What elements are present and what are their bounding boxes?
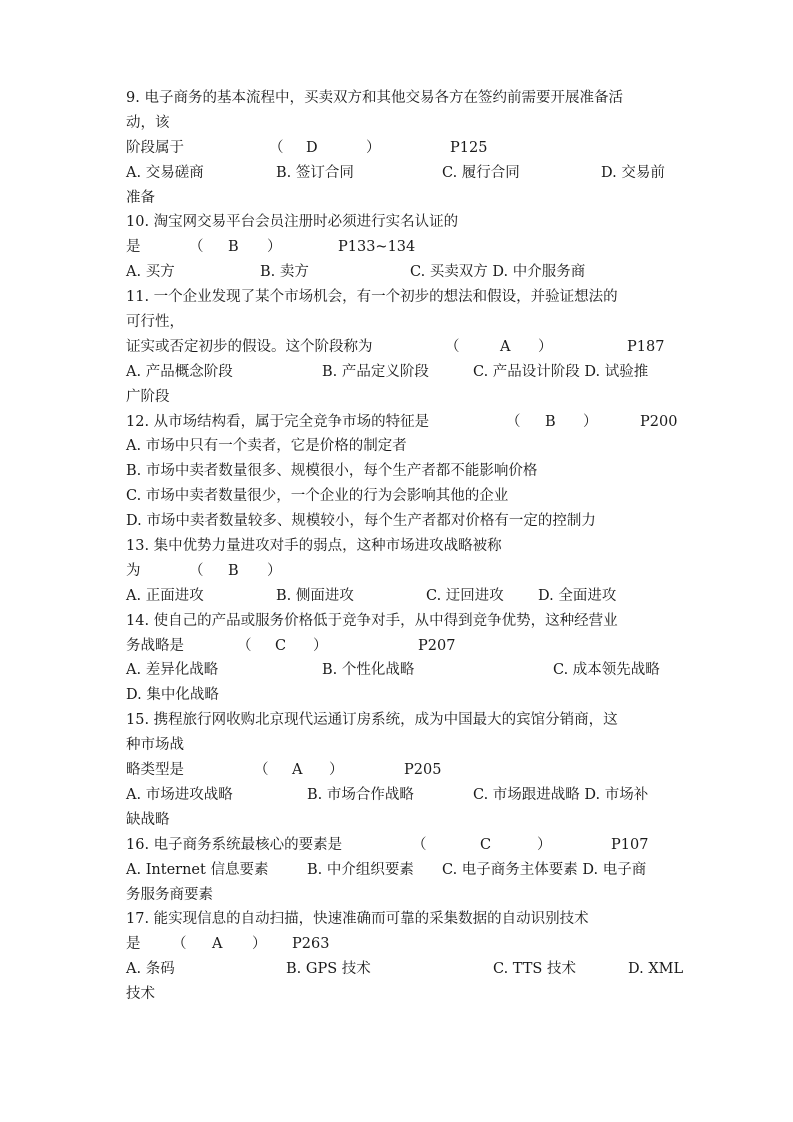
answer-letter: D	[306, 139, 318, 156]
question-list	[126, 86, 686, 1007]
text-segment: 动，该	[126, 114, 170, 131]
text-line	[126, 434, 686, 459]
question-text: 15. 携程旅行网收购北京现代运通订房系统，成为中国最大的宾馆分销商，这	[126, 712, 618, 729]
text-line	[126, 634, 686, 659]
answer-bracket-open: （	[237, 637, 252, 654]
answer-letter: C	[480, 836, 492, 853]
text-segment: 务战略是	[126, 637, 184, 654]
question-text: 11. 一个企业发现了某个市场机会，有一个初步的想法和假设，并验证想法的	[126, 289, 618, 306]
text-line	[126, 534, 686, 559]
text-line	[126, 658, 686, 683]
text-line	[126, 559, 686, 584]
text-line	[126, 260, 686, 285]
answer-letter: B	[228, 239, 239, 256]
text-segment: 阶段属于	[126, 139, 184, 156]
answer-bracket-open: （	[189, 239, 204, 256]
text-line	[126, 783, 686, 808]
option-text: B. 签订合同	[276, 164, 354, 181]
option-text: A. 市场进攻战略	[126, 786, 233, 803]
option-text: A. 条码	[126, 961, 175, 978]
text-line	[126, 484, 686, 509]
text-line	[126, 111, 686, 136]
text-line	[126, 609, 686, 634]
text-line	[126, 982, 686, 1007]
text-line	[126, 385, 686, 410]
page-reference: P125	[450, 139, 488, 156]
answer-bracket-close: ）	[329, 762, 344, 779]
page-reference: P263	[292, 936, 330, 953]
option-text: D. 全面进攻	[538, 587, 617, 604]
option-text: D. 交易前	[601, 164, 665, 181]
answer-letter: A	[212, 936, 223, 953]
text-line	[126, 335, 686, 360]
text-line	[126, 808, 686, 833]
text-line	[126, 584, 686, 609]
text-line	[126, 136, 686, 161]
option-text: B. 市场中卖者数量很多、规模很小，每个生产者都不能影响价格	[126, 463, 538, 480]
option-text: C. TTS 技术	[493, 961, 576, 978]
option-text: B. 市场合作战略	[307, 786, 414, 803]
answer-bracket-close: ）	[537, 836, 552, 853]
option-text: C. 履行合同	[442, 164, 520, 181]
option-text: C. 迂回进攻	[426, 587, 504, 604]
option-text: C. 电子商务主体要素 D. 电子商	[442, 861, 647, 878]
option-text: C. 产品设计阶段 D. 试验推	[473, 363, 649, 380]
answer-bracket-close: ）	[267, 562, 282, 579]
answer-bracket-close: ）	[267, 239, 282, 256]
option-text: A. 买方	[126, 264, 175, 281]
answer-bracket-close: ）	[538, 338, 553, 355]
option-text: C. 市场跟进战略 D. 市场补	[473, 786, 649, 803]
answer-bracket-open: （	[412, 836, 427, 853]
answer-bracket-open: （	[189, 562, 204, 579]
text-line	[126, 310, 686, 335]
text-line	[126, 758, 686, 783]
text-line	[126, 410, 686, 435]
option-text: C. 成本领先战略	[553, 662, 660, 679]
text-segment: 技术	[126, 986, 155, 1003]
text-segment: 可行性，	[126, 314, 184, 331]
text-line	[126, 907, 686, 932]
option-text: D. XML	[628, 961, 684, 978]
question-text: 12. 从市场结构看，属于完全竞争市场的特征是	[126, 413, 430, 430]
answer-letter: B	[228, 562, 239, 579]
text-segment: 为	[126, 562, 141, 579]
text-line	[126, 957, 686, 982]
text-line	[126, 86, 686, 111]
option-text: B. 个性化战略	[322, 662, 415, 679]
text-line	[126, 883, 686, 908]
option-text: B. 侧面进攻	[276, 587, 354, 604]
answer-bracket-open: （	[172, 936, 187, 953]
option-text: A. 交易磋商	[126, 164, 204, 181]
answer-bracket-open: （	[506, 413, 521, 430]
text-line	[126, 683, 686, 708]
question-text: 14. 使自己的产品或服务价格低于竞争对手，从中得到竞争优势，这种经营业	[126, 612, 618, 629]
text-segment: 是	[126, 239, 141, 256]
text-line	[126, 235, 686, 260]
option-text: C. 市场中卖者数量很少，一个企业的行为会影响其他的企业	[126, 488, 509, 505]
text-segment: 务服务商要素	[126, 886, 213, 903]
option-text: B. 卖方	[260, 264, 309, 281]
text-line	[126, 833, 686, 858]
answer-letter: A	[292, 762, 303, 779]
question-text: 10. 淘宝网交易平台会员注册时必须进行实名认证的	[126, 214, 459, 231]
answer-bracket-open: （	[254, 762, 269, 779]
text-segment: 准备	[126, 189, 155, 206]
option-text: C. 买卖双方 D. 中介服务商	[410, 264, 586, 281]
option-text: B. 中介组织要素	[307, 861, 414, 878]
option-text: A. 产品概念阶段	[126, 363, 233, 380]
option-text: A. 差异化战略	[126, 662, 219, 679]
option-text: A. 市场中只有一个卖者，它是价格的制定者	[126, 438, 407, 455]
answer-letter: B	[545, 413, 556, 430]
text-segment: 缺战略	[126, 811, 170, 828]
text-segment: 证实或否定初步的假设。这个阶段称为	[126, 338, 373, 355]
question-text: 16. 电子商务系统最核心的要素是	[126, 836, 343, 853]
answer-letter: A	[500, 338, 511, 355]
answer-bracket-open: （	[445, 338, 460, 355]
text-segment: 种市场战	[126, 737, 184, 754]
page-reference: P107	[611, 836, 649, 853]
option-text: B. GPS 技术	[286, 961, 371, 978]
option-text: D. 市场中卖者数量较多、规模较小，每个生产者都对价格有一定的控制力	[126, 513, 596, 530]
text-line	[126, 360, 686, 385]
answer-letter: C	[275, 637, 287, 654]
text-line	[126, 858, 686, 883]
text-line	[126, 932, 686, 957]
option-text: B. 产品定义阶段	[322, 363, 429, 380]
page-reference: P207	[418, 637, 456, 654]
text-line	[126, 186, 686, 211]
answer-bracket-close: ）	[583, 413, 598, 430]
question-text: 13. 集中优势力量进攻对手的弱点，这种市场进攻战略被称	[126, 538, 502, 555]
text-line	[126, 161, 686, 186]
question-text: 9. 电子商务的基本流程中，买卖双方和其他交易各方在签约前需要开展准备活	[126, 90, 623, 106]
text-line	[126, 733, 686, 758]
text-segment: 广阶段	[126, 388, 170, 405]
page-reference: P205	[404, 762, 442, 779]
text-line	[126, 708, 686, 733]
text-segment: 是	[126, 936, 141, 953]
answer-bracket-open: （	[269, 139, 284, 156]
page-reference: P187	[627, 338, 665, 355]
text-line	[126, 285, 686, 310]
answer-bracket-close: ）	[252, 936, 267, 953]
text-line	[126, 210, 686, 235]
text-line	[126, 509, 686, 534]
text-segment: 略类型是	[126, 762, 184, 779]
option-text: A. Internet 信息要素	[126, 861, 269, 878]
option-text: D. 集中化战略	[126, 687, 219, 704]
option-text: A. 正面进攻	[126, 587, 204, 604]
answer-bracket-close: ）	[366, 139, 381, 156]
text-line	[126, 459, 686, 484]
page-reference: P133~134	[338, 239, 416, 256]
page-reference: P200	[640, 413, 678, 430]
answer-bracket-close: ）	[313, 637, 328, 654]
question-text: 17. 能实现信息的自动扫描，快速准确而可靠的采集数据的自动识别技术	[126, 911, 589, 928]
